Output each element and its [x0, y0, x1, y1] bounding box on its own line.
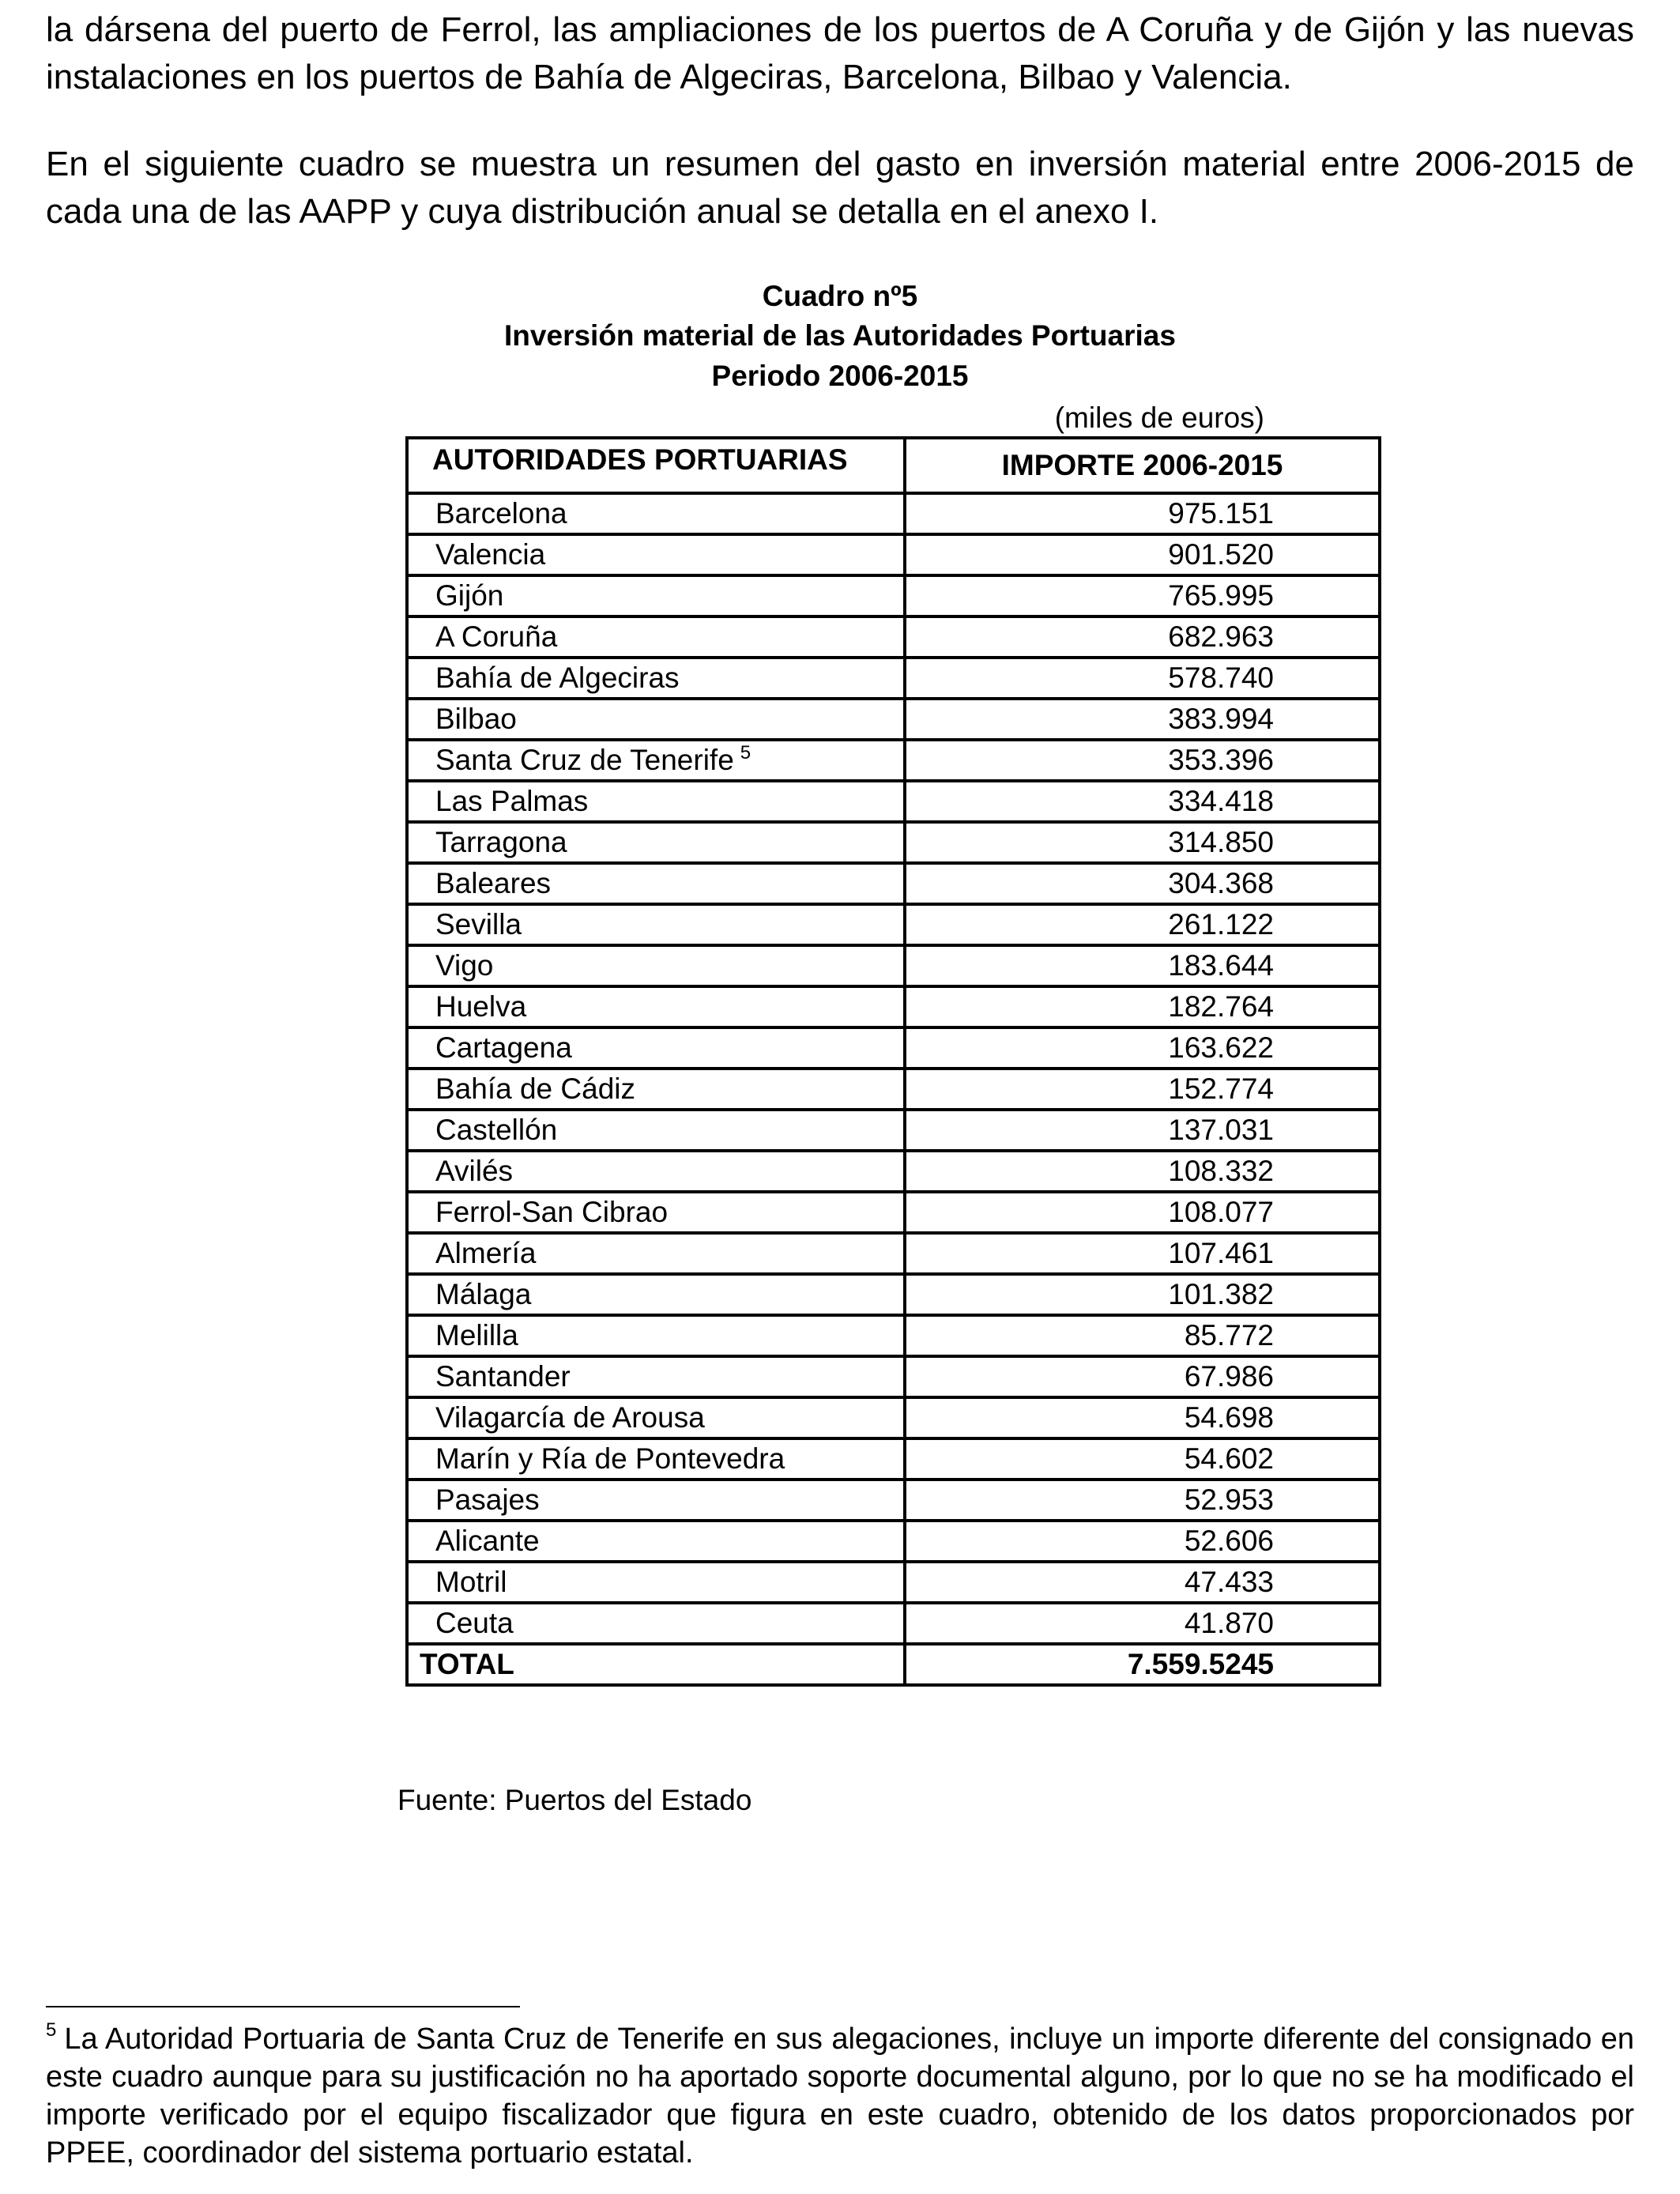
authority-name: Barcelona: [435, 497, 567, 530]
amount-cell: 101.382: [905, 1274, 1380, 1315]
authority-name-cell: [407, 1069, 905, 1110]
authority-name-cell: [407, 575, 905, 616]
amount-cell: 108.077: [905, 1192, 1380, 1233]
authority-name-cell: [407, 1356, 905, 1397]
authority-name: Bahía de Cádiz: [435, 1072, 636, 1105]
authority-name: Bahía de Algeciras: [435, 662, 680, 694]
authority-name-cell: [407, 1480, 905, 1521]
authority-name: Santander: [435, 1360, 571, 1393]
header-authorities: AUTORIDADES PORTUARIAS: [407, 438, 905, 493]
authority-name: Santa Cruz de Tenerife: [435, 744, 734, 776]
authority-name-cell: [407, 616, 905, 658]
authority-name-cell: [407, 1397, 905, 1438]
amount-cell: 383.994: [905, 699, 1380, 740]
authority-name: Las Palmas: [435, 785, 589, 817]
table-caption-number: Cuadro nº5: [762, 280, 918, 312]
table-caption-period: Periodo 2006-2015: [711, 360, 969, 392]
authority-name-cell: [407, 1110, 905, 1151]
authority-name: A Coruña: [435, 620, 558, 653]
footnote-number: 5: [46, 2019, 57, 2041]
table-row: [407, 1438, 1380, 1480]
authority-name: Castellón: [435, 1114, 558, 1146]
authority-name: Sevilla: [435, 908, 522, 941]
amount-cell: 137.031: [905, 1110, 1380, 1151]
authority-name: Alicante: [435, 1525, 540, 1557]
table-row: [407, 699, 1380, 740]
table-row: [407, 1233, 1380, 1274]
authority-name-cell: [407, 1562, 905, 1603]
authority-name: Gijón: [435, 579, 504, 612]
authority-name-cell: [407, 1315, 905, 1356]
amount-cell: 578.740: [905, 658, 1380, 699]
authority-name: Ceuta: [435, 1607, 514, 1639]
authority-name: Vigo: [435, 949, 494, 982]
amount-cell: 41.870: [905, 1603, 1380, 1644]
authority-name-cell: [407, 781, 905, 822]
total-label: TOTAL: [407, 1644, 905, 1685]
investment-table: [405, 436, 1381, 1687]
authority-name-cell: [407, 1521, 905, 1562]
amount-cell: 54.698: [905, 1397, 1380, 1438]
authority-name-cell: [407, 658, 905, 699]
amount-cell: 152.774: [905, 1069, 1380, 1110]
table-row: [407, 575, 1380, 616]
authority-name-cell: [407, 1027, 905, 1069]
amount-cell: 682.963: [905, 616, 1380, 658]
authority-name: Cartagena: [435, 1031, 572, 1064]
authority-name-cell: [407, 986, 905, 1027]
total-value: 7.559.5245: [905, 1644, 1380, 1685]
authority-name-cell: [407, 1233, 905, 1274]
table-source: Fuente: Puertos del Estado: [397, 1784, 752, 1816]
table-row: [407, 1356, 1380, 1397]
authority-name: Valencia: [435, 538, 546, 571]
table-row: [407, 658, 1380, 699]
amount-cell: 67.986: [905, 1356, 1380, 1397]
amount-cell: 353.396: [905, 740, 1380, 781]
table-row: [407, 945, 1380, 986]
amount-cell: 183.644: [905, 945, 1380, 986]
table-row: [407, 822, 1380, 863]
table-total-row: [407, 1644, 1380, 1685]
amount-cell: 765.995: [905, 575, 1380, 616]
table-row: [407, 1397, 1380, 1438]
authority-name-cell: [407, 822, 905, 863]
authority-name-cell: [407, 1438, 905, 1480]
authority-name: Baleares: [435, 867, 552, 899]
amount-cell: 261.122: [905, 904, 1380, 945]
amount-cell: 85.772: [905, 1315, 1380, 1356]
table-row: [407, 493, 1380, 534]
table-row: [407, 986, 1380, 1027]
authority-name-cell: [407, 945, 905, 986]
table-row: [407, 1274, 1380, 1315]
footnote-separator: [46, 2006, 520, 2007]
header-amount: IMPORTE 2006-2015: [905, 438, 1380, 493]
table-row: [407, 1151, 1380, 1192]
table-units: (miles de euros): [1054, 401, 1264, 434]
amount-cell: 54.602: [905, 1438, 1380, 1480]
table-header-row: [407, 438, 1380, 493]
table-row: [407, 863, 1380, 904]
authority-name-cell: [407, 534, 905, 575]
authority-name: Ferrol-San Cibrao: [435, 1196, 669, 1228]
authority-name-cell: [407, 1192, 905, 1233]
table-caption-title: Inversión material de las Autoridades Portuarias: [504, 319, 1176, 352]
table-row: [407, 781, 1380, 822]
amount-cell: 52.606: [905, 1521, 1380, 1562]
table-row: [407, 616, 1380, 658]
authority-name: Motril: [435, 1566, 507, 1598]
authority-name-cell: [407, 1151, 905, 1192]
authority-name-cell: [407, 699, 905, 740]
amount-cell: 47.433: [905, 1562, 1380, 1603]
authority-name-cell: [407, 1603, 905, 1644]
table-row: [407, 904, 1380, 945]
body-paragraph-1: la dársena del puerto de Ferrol, las ampliaciones de los puertos de A Coruña y de Gijón y las nuevas instalaciones en los puertos de Bahía de Algeciras, Barcelona, Bilbao y Valencia.: [46, 10, 1634, 96]
table-row: [407, 1027, 1380, 1069]
table-row: [407, 1603, 1380, 1644]
authority-name-cell: [407, 1274, 905, 1315]
authority-name: Almería: [435, 1237, 537, 1269]
authority-name-cell: [407, 863, 905, 904]
authority-name: Avilés: [435, 1155, 514, 1187]
authority-name: Huelva: [435, 990, 527, 1023]
table-row: [407, 740, 1380, 781]
table-row: [407, 1110, 1380, 1151]
amount-cell: 108.332: [905, 1151, 1380, 1192]
footnote-text: La Autoridad Portuaria de Santa Cruz de Tenerife en sus alegaciones, incluye un importe diferente del consignado en este cuadro aunque para su justificación no ha aportado soporte documental alguno, por lo que no se ha modificado el importe verificado por el equipo fiscalizador que figura en este cuadro, obtenido de los datos proporcionados por PPEE, coordinador del sistema portuario estatal.: [46, 2022, 1634, 2169]
authority-name: Melilla: [435, 1319, 518, 1351]
amount-cell: 901.520: [905, 534, 1380, 575]
table-row: [407, 1069, 1380, 1110]
table-row: [407, 1192, 1380, 1233]
amount-cell: 314.850: [905, 822, 1380, 863]
authority-name-cell: [407, 740, 905, 781]
authority-name: Málaga: [435, 1278, 532, 1310]
footnote: [46, 2020, 1634, 2172]
authority-name: Marín y Ría de Pontevedra: [435, 1442, 785, 1475]
amount-cell: 163.622: [905, 1027, 1380, 1069]
amount-cell: 334.418: [905, 781, 1380, 822]
table-row: [407, 1315, 1380, 1356]
authority-name: Tarragona: [435, 826, 567, 858]
table-row: [407, 1480, 1380, 1521]
authority-name: Pasajes: [435, 1483, 540, 1516]
authority-name-cell: [407, 493, 905, 534]
footnote-marker: 5: [740, 742, 751, 763]
amount-cell: 52.953: [905, 1480, 1380, 1521]
table-row: [407, 1521, 1380, 1562]
authority-name-cell: [407, 904, 905, 945]
body-paragraph-2: En el siguiente cuadro se muestra un resumen del gasto en inversión material entre 2006-2015 de cada una de las AAPP y cuya distribución anual se detalla en el anexo I.: [46, 145, 1634, 231]
amount-cell: 107.461: [905, 1233, 1380, 1274]
table-row: [407, 534, 1380, 575]
amount-cell: 304.368: [905, 863, 1380, 904]
table-row: [407, 1562, 1380, 1603]
amount-cell: 182.764: [905, 986, 1380, 1027]
amount-cell: 975.151: [905, 493, 1380, 534]
authority-name: Vilagarcía de Arousa: [435, 1401, 705, 1434]
authority-name: Bilbao: [435, 703, 517, 735]
